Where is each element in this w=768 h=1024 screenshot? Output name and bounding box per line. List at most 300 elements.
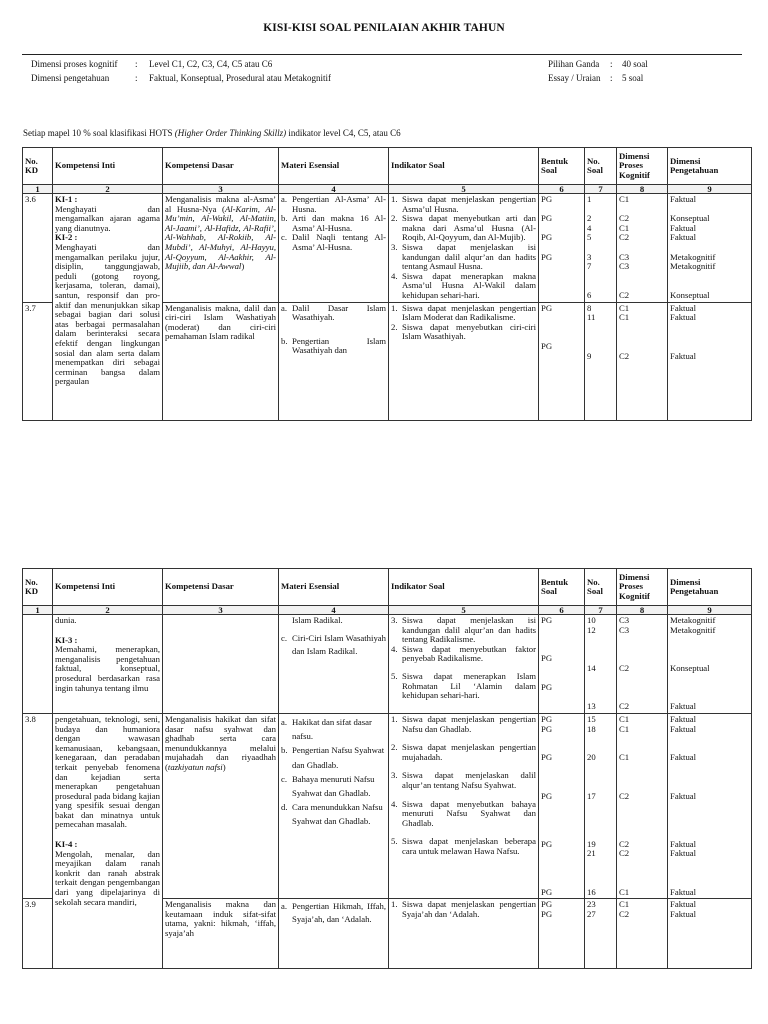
cell-value: PG (541, 340, 553, 351)
kompetensi-dasar-cell (163, 194, 279, 303)
list-marker: 4. (391, 798, 398, 809)
cell-value (587, 281, 614, 291)
cell-value: C3 (619, 615, 630, 625)
column-number: 4 (279, 185, 389, 194)
list-item (281, 214, 386, 233)
cell-value: 17 (587, 790, 596, 801)
meta-value: 5 soal (622, 73, 644, 83)
table-header-row (23, 569, 752, 606)
cell-value: Faktual (670, 752, 697, 763)
list-marker: 1. (391, 713, 398, 724)
cell-value (587, 820, 614, 830)
bentuk-soal-cell (539, 302, 585, 420)
cell-value: Faktual (670, 848, 697, 859)
table-header-row (23, 148, 752, 185)
materi-list (281, 715, 386, 829)
materi-esensial-cell (279, 615, 389, 714)
cell-value: 20 (587, 752, 596, 763)
header-cell: Dimensi Pengetahuan (668, 148, 752, 185)
list-item (281, 743, 386, 771)
list-marker: 1. (391, 302, 398, 313)
cell-value (541, 820, 582, 830)
list-text: Siswa dapat menjelaskan pengertian mujahadah. (402, 742, 536, 762)
cell-value: C2 (619, 350, 630, 361)
cell-value: Faktual (670, 312, 697, 323)
cell-value (619, 674, 665, 684)
header-cell: Kompetensi Inti (53, 569, 163, 606)
cell-value: Faktual (670, 838, 697, 849)
cell-value: 11 (587, 312, 596, 323)
no-soal-cell (585, 194, 617, 303)
materi-esensial-cell (279, 302, 389, 420)
header-cell: No. KD (23, 569, 53, 606)
list-marker: c. (281, 773, 288, 784)
column-number: 8 (617, 606, 668, 615)
list-item (391, 195, 536, 214)
meta-right (548, 57, 648, 85)
cell-value (587, 323, 614, 333)
ki-text: Menghayati dan mengamalkan perilaku jujur, disiplin, tanggungjawab, peduli (gotong royong, kerjasama, toleran, damai), santun, responsif dan pro-aktif dan menunjukkan sikap sebagai bagian dari solusi atas berbagai permasalahan dalam berinteraksi secara efektif dengan lingkungan sosial dan alam serta dalam menempatkan diri sebagai cerminan bangsa dalam pergaulan (55, 241, 160, 387)
page-title: KISI-KISI SOAL PENILAIAN AKHIR TAHUN (263, 22, 505, 34)
kompetensi-inti-cell (53, 615, 163, 714)
cell-value: Faktual (670, 908, 697, 919)
header-cell: Materi Esensial (279, 569, 389, 606)
list-marker: 2. (391, 213, 398, 224)
list-text: Pengertian Nafsu Syahwat dan Ghadlab. (292, 745, 385, 770)
cell-value: PG (541, 194, 553, 204)
list-marker: 3. (391, 241, 398, 252)
cell-value: 4 (587, 222, 592, 233)
cell-value: 8 (587, 302, 592, 313)
materi-continued: Islam Radikal. (292, 615, 343, 625)
proses-kognitif-cell (617, 899, 668, 969)
indikator-list (391, 195, 536, 301)
list-item (281, 900, 386, 926)
kd-text-italic: tazkiyatun nafsi (167, 761, 223, 772)
proses-kognitif-cell (617, 615, 668, 714)
cell-value: C1 (619, 752, 630, 763)
list-item (281, 632, 386, 658)
cell-value: 23 (587, 899, 596, 910)
list-text: Pengertian Al-Asma’ Al-Husna. (292, 194, 386, 214)
indikator-soal-cell (389, 302, 539, 420)
cell-value: Metakognitif (670, 624, 716, 635)
list-item (391, 837, 536, 856)
list-item (391, 304, 536, 323)
column-number: 7 (585, 185, 617, 194)
cell-value: C2 (619, 838, 630, 849)
list-item (281, 772, 386, 800)
no-soal-cell (585, 899, 617, 969)
list-marker: 5. (391, 670, 398, 681)
hots-note (23, 128, 401, 138)
kompetensi-dasar-cell: Menganalisis makna, dalil dan ciri-ciri Islam Washatiyah (moderat) dan ciri-ciri pemahaman Islam radikal (163, 302, 279, 420)
kd-text: ) (222, 761, 226, 772)
cell-value: Faktual (670, 302, 697, 313)
list-marker: 2. (391, 321, 398, 332)
column-number: 8 (617, 185, 668, 194)
list-marker: 3. (391, 615, 398, 625)
cell-value: PG (541, 723, 553, 734)
cell-value: Faktual (670, 723, 697, 734)
ki-text: Mengolah, menalar, dan meyajikan dalam ranah konkrit dan ranah abstrak terkait dengan pengembangan dari yang dipelajarinya di sekolah secara mandiri, (55, 848, 160, 907)
materi-list (281, 195, 386, 253)
column-number: 2 (53, 606, 163, 615)
list-item (391, 771, 536, 790)
cell-value (587, 734, 614, 744)
cell-value (619, 868, 665, 878)
cell-value: Konseptual (670, 289, 710, 300)
ki-heading: KI-3 : (55, 634, 78, 645)
cell-value: 9 (587, 350, 592, 361)
list-marker: 2. (391, 742, 398, 753)
list-item (391, 243, 536, 272)
list-text: Pengertian Islam Wasathiyah dan (292, 335, 386, 356)
list-item (391, 800, 536, 829)
pengetahuan-cell (668, 713, 752, 898)
list-text: Bahaya menuruti Nafsu Syahwat dan Ghadlab. (292, 773, 375, 798)
proses-kognitif-cell (617, 194, 668, 303)
cell-value: C2 (619, 701, 630, 712)
cell-value (541, 849, 582, 859)
meta-value: Level C1, C2, C3, C4, C5 atau C6 (149, 59, 273, 69)
cell-value (587, 868, 614, 878)
column-number: 5 (389, 185, 539, 194)
header-cell: No. KD (23, 148, 53, 185)
kd-text: Menganalisis hakikat dan sifat dasar nafsu syahwat dan ghadhab serta cara menundukkannya melalui mujahadah dan riyaadhah ( (165, 713, 276, 772)
column-number: 3 (163, 606, 279, 615)
bentuk-soal-cell (539, 713, 585, 898)
meta-value: Faktual, Konseptual, Prosedural atau Metakognitif (149, 73, 331, 83)
cell-value: Konseptual (670, 662, 710, 673)
indikator-soal-cell (389, 713, 539, 898)
ki-text: Memahami, menerapkan, menganalisis pengetahuan faktual, konseptual, prosedural berdasarkan rasa ingin tahunya tentang ilmu (55, 644, 160, 693)
kd-number: 3.8 (23, 713, 53, 898)
materi-list (281, 304, 386, 356)
cell-value: PG (541, 615, 553, 625)
list-item (281, 800, 386, 828)
cell-value: C1 (619, 723, 630, 734)
cell-value (587, 635, 614, 645)
list-item (391, 743, 536, 762)
column-number: 6 (539, 185, 585, 194)
list-text: Dalil Naqli tentang Al-Asma’ Al-Husna. (292, 232, 386, 252)
cell-value (670, 820, 749, 830)
bentuk-soal-cell (539, 194, 585, 303)
table-row (23, 615, 752, 714)
cell-value: Metakognitif (670, 261, 716, 272)
cell-value: 1 (587, 194, 592, 204)
cell-value: 14 (587, 662, 596, 673)
cell-value (619, 683, 665, 693)
indikator-soal-cell (389, 615, 539, 714)
list-item (391, 645, 536, 664)
cell-value: C1 (619, 312, 630, 323)
cell-value (670, 645, 749, 655)
indikator-soal-cell (389, 194, 539, 303)
cell-value: PG (541, 213, 553, 224)
list-text: Siswa dapat menjelaskan beberapa cara untuk melawan Hawa Nafsu. (402, 836, 536, 856)
cell-value: 3 (587, 251, 592, 262)
cell-value: PG (541, 251, 553, 262)
list-item (281, 337, 386, 356)
cell-value: Metakognitif (670, 615, 716, 625)
cell-value (541, 859, 582, 869)
column-number: 4 (279, 606, 389, 615)
no-soal-cell (585, 302, 617, 420)
pengetahuan-cell (668, 302, 752, 420)
cell-value (587, 859, 614, 869)
cell-value (541, 868, 582, 878)
cell-value (541, 811, 582, 821)
cell-value (587, 205, 614, 215)
list-item (391, 672, 536, 701)
cell-value: 5 (587, 232, 592, 243)
cell-value: 10 (587, 615, 596, 625)
list-text: Dalil Dasar Islam Wasathiyah. (292, 302, 386, 323)
cell-value (587, 811, 614, 821)
list-marker: 5. (391, 836, 398, 847)
cell-value (587, 342, 614, 352)
pengetahuan-cell (668, 194, 752, 303)
cell-value (619, 763, 665, 773)
kompetensi-dasar-cell (163, 615, 279, 714)
column-number-row (23, 185, 752, 194)
cell-value (670, 683, 749, 693)
column-number: 2 (53, 185, 163, 194)
list-item (281, 715, 386, 743)
cell-value: C3 (619, 251, 630, 262)
materi-esensial-cell (279, 899, 389, 969)
cell-value (587, 243, 614, 253)
cell-value (587, 763, 614, 773)
header-cell: Bentuk Soal (539, 148, 585, 185)
column-number-row (23, 606, 752, 615)
list-marker: 3. (391, 770, 398, 781)
cell-value (670, 323, 749, 333)
cell-value (619, 859, 665, 869)
cell-value: C2 (619, 289, 630, 300)
list-marker: 4. (391, 270, 398, 281)
cell-value: 16 (587, 886, 596, 897)
pengetahuan-cell (668, 615, 752, 714)
indikator-list (391, 715, 536, 857)
cell-value (541, 313, 582, 323)
cell-value: PG (541, 899, 553, 910)
cell-value (670, 635, 749, 645)
cell-value: C1 (619, 302, 630, 313)
meta-value: 40 soal (622, 59, 648, 69)
column-number: 9 (668, 185, 752, 194)
list-text: Arti dan makna 16 Al-Asma’ Al-Husna. (292, 213, 386, 233)
cell-value (619, 773, 665, 783)
header-cell: Kompetensi Inti (53, 148, 163, 185)
cell-value (670, 773, 749, 783)
hots-note-em: (Higher Order Thinking Skillz) (174, 128, 287, 138)
cell-value: Faktual (670, 701, 697, 712)
list-marker: b. (281, 335, 288, 346)
list-text: Siswa dapat menjelaskan isi kandungan dalil alqur’an dan hadits tentang Asmaul Husna. (402, 241, 536, 272)
list-item (281, 195, 386, 214)
cell-value: PG (541, 908, 553, 919)
cell-value (587, 801, 614, 811)
list-item (391, 616, 536, 645)
cell-value (670, 674, 749, 684)
cell-value: C2 (619, 908, 630, 919)
title-divider (22, 54, 742, 55)
cell-value (670, 868, 749, 878)
cell-value: Metakognitif (670, 251, 716, 262)
cell-value: 6 (587, 289, 592, 300)
cell-value (541, 635, 582, 645)
cell-value: Faktual (670, 232, 697, 243)
list-text: Siswa dapat menyebutkan ciri-ciri Islam Wasathiyah. (402, 321, 536, 342)
header-cell: No. Soal (585, 569, 617, 606)
meta-sep: : (135, 59, 138, 69)
cell-value (670, 859, 749, 869)
list-marker: c. (281, 232, 288, 243)
cell-value: PG (541, 232, 553, 243)
list-text: Siswa dapat menjelaskan pengertian Islam Moderat dan Radikalisme. (402, 302, 536, 323)
kd-number: 3.9 (23, 899, 53, 969)
list-text: Siswa dapat menjelaskan dalil alqur’an tentang Nafsu Syahwat. (402, 770, 536, 790)
list-item (391, 323, 536, 342)
materi-esensial-cell (279, 194, 389, 303)
hots-note-post: indikator level C4, C5, atau C6 (286, 128, 401, 138)
list-text: Siswa dapat menerapkan Islam Rohmatan Lil ‘Alamin dalam kehidupan sehari-hari. (402, 670, 536, 701)
cell-value: Faktual (670, 886, 697, 897)
cell-value: Faktual (670, 222, 697, 233)
cell-value: C3 (619, 624, 630, 635)
indikator-list (391, 900, 536, 919)
cell-value: 12 (587, 624, 596, 635)
list-marker: 1. (391, 194, 398, 204)
list-text: Ciri-Ciri Islam Wasathiyah dan Islam Radikal. (292, 632, 386, 656)
header-cell: Materi Esensial (279, 148, 389, 185)
ki-heading: KI-2 : (55, 232, 78, 243)
cell-value (619, 635, 665, 645)
cell-value: C2 (619, 213, 630, 224)
cell-value: Faktual (670, 194, 697, 204)
column-number: 7 (585, 606, 617, 615)
meta-left (31, 57, 331, 85)
cell-value: PG (541, 790, 553, 801)
cell-value: 27 (587, 908, 596, 919)
cell-value: C1 (619, 886, 630, 897)
cell-value: 19 (587, 838, 596, 849)
list-text: Siswa dapat menyebutkan faktor penyebab Radikalisme. (402, 643, 536, 664)
cell-value: PG (541, 302, 553, 313)
column-number: 3 (163, 185, 279, 194)
cell-value: PG (541, 886, 553, 897)
cell-value (541, 323, 582, 333)
table-row (23, 713, 752, 898)
list-marker: a. (281, 302, 288, 313)
cell-value (670, 811, 749, 821)
cell-value (541, 763, 582, 773)
table-row (23, 194, 752, 303)
list-text: Cara menundukkan Nafsu Syahwat dan Ghadlab. (292, 802, 383, 827)
cell-value: C2 (619, 662, 630, 673)
column-number: 9 (668, 606, 752, 615)
ki-heading: KI-1 : (55, 194, 78, 204)
cell-value: C1 (619, 194, 630, 204)
cell-value: C1 (619, 899, 630, 910)
cell-value (541, 801, 582, 811)
cell-value (670, 272, 749, 282)
header-cell: Kompetensi Dasar (163, 148, 279, 185)
cell-value: C1 (619, 713, 630, 724)
no-soal-cell (585, 713, 617, 898)
cell-value: 21 (587, 848, 596, 859)
list-marker: d. (281, 802, 288, 813)
header-cell: Dimensi Pengetahuan (668, 569, 752, 606)
cell-value (619, 820, 665, 830)
cell-value: C3 (619, 261, 630, 272)
list-text: Siswa dapat menerapkan makna Asma’ul Husna Al-Wakil dalam kehidupan sehari-hari. (402, 270, 536, 300)
indikator-list (391, 304, 536, 342)
cell-value: 13 (587, 701, 596, 712)
pengetahuan-cell (668, 899, 752, 969)
kisi-table-page-2 (22, 568, 752, 969)
kd-number: 3.7 (23, 302, 53, 420)
bentuk-soal-cell (539, 615, 585, 714)
kompetensi-dasar-cell (163, 713, 279, 898)
list-text: Siswa dapat menyebutkan arti dan makna dari Asma’ul Husna (Al-Roqib, Al-Qoyyum, dan Al-Mujib). (402, 213, 536, 243)
cell-value (541, 734, 582, 744)
cell-value (587, 773, 614, 783)
list-marker: c. (281, 632, 288, 643)
kompetensi-dasar-cell: Menganalisis makna dan keutamaan induk sifat-sifat utama, yakni: hikmah, ‘iffah, syaja’ah (163, 899, 279, 969)
meta-key: Dimensi pengetahuan (31, 73, 110, 83)
list-marker: a. (281, 716, 288, 727)
meta-key: Essay / Uraian (548, 73, 601, 83)
cell-value: PG (541, 752, 553, 763)
hots-note-pre: Setiap mapel 10 % soal klasifikasi HOTS (23, 128, 175, 138)
list-marker: b. (281, 213, 288, 224)
column-number: 6 (539, 606, 585, 615)
list-marker: 4. (391, 643, 398, 654)
header-cell: Bentuk Soal (539, 569, 585, 606)
kd-number: 3.6 (23, 194, 53, 303)
cell-value (670, 763, 749, 773)
cell-value: PG (541, 838, 553, 849)
cell-value (619, 272, 665, 282)
cell-value: PG (541, 713, 553, 724)
bentuk-soal-cell (539, 899, 585, 969)
column-number: 5 (389, 606, 539, 615)
cell-value (670, 734, 749, 744)
cell-value: 7 (587, 261, 592, 272)
kd-text: ) (241, 261, 245, 272)
cell-value (541, 664, 582, 674)
list-marker: a. (281, 901, 288, 912)
cell-value: Faktual (670, 899, 697, 910)
list-text: Pengertian Hikmah, Iffah, Syaja’ah, dan ‘Adalah. (292, 901, 386, 925)
list-text: Siswa dapat menjelaskan pengertian Nafsu dan Ghadlab. (402, 713, 536, 734)
header-cell: Indikator Soal (389, 569, 539, 606)
meta-sep: : (610, 73, 613, 83)
list-marker: 1. (391, 899, 398, 910)
cell-value: Faktual (670, 350, 697, 361)
cell-value (587, 332, 614, 342)
list-item (391, 715, 536, 734)
header-cell: Dimensi Proses Kognitif (617, 569, 668, 606)
meta-sep: : (610, 59, 613, 69)
ki-text: dunia. (55, 615, 77, 625)
cell-value: PG (541, 653, 553, 664)
list-item (391, 272, 536, 301)
